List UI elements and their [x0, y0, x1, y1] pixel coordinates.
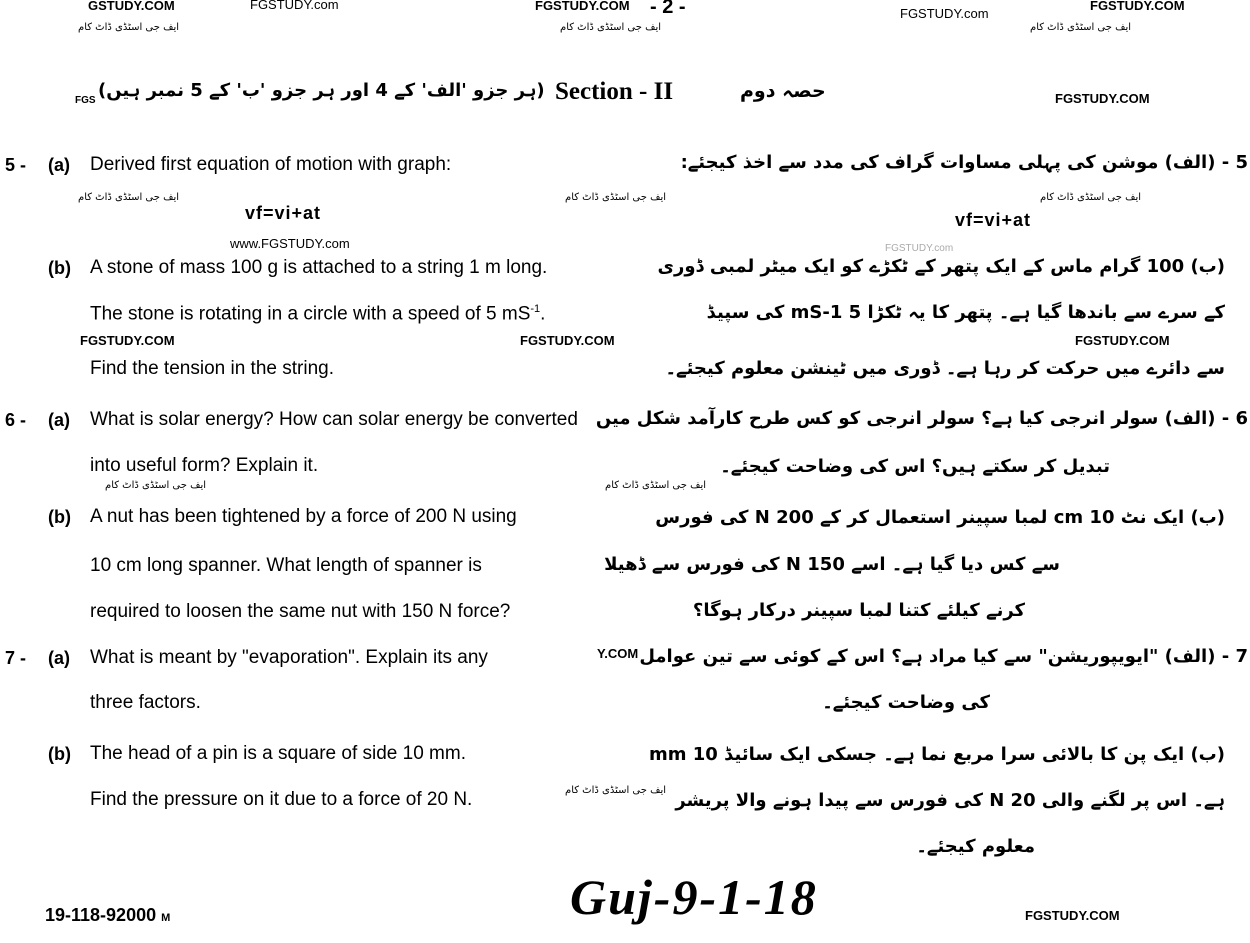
watermark: FGSTUDY.COM — [1090, 0, 1185, 13]
question-text-urdu: معلوم کیجئے۔ — [916, 836, 1035, 857]
watermark: FGSTUDY.COM — [535, 0, 630, 13]
equation: vf=vi+at — [245, 203, 322, 223]
question-text-urdu: سے کس دیا گیا ہے۔ اسے 150 N کی فورس سے ڈھیلا — [604, 554, 1060, 575]
question-text-urdu: (ب) ایک نٹ 10 cm لمبا سپینر استعمال کر کے 200 N کی فورس — [655, 507, 1225, 528]
urdu-watermark: ایف جی اسٹڈی ڈاٹ کام — [565, 785, 667, 796]
part-label: (b) — [48, 744, 71, 764]
question-text: Derived first equation of motion with graph: — [90, 154, 452, 175]
urdu-watermark: ایف جی اسٹڈی ڈاٹ کام — [560, 22, 662, 33]
question-text-urdu: (ب) 100 گرام ماس کے ایک پتھر کے ٹکڑے کو ایک میٹر لمبی ڈوری — [657, 256, 1225, 277]
question-text-urdu: کے سرے سے باندھا گیا ہے۔ پتھر کا یہ ٹکڑا 5 mS-1 کی سپیڈ — [706, 302, 1225, 323]
question-text: A nut has been tightened by a force of 200 N using — [90, 506, 517, 527]
watermark: FGSTUDY.com — [900, 6, 989, 21]
question-text-line: The stone is rotating in a circle with a speed of 5 mS — [90, 303, 531, 325]
question-text: A stone of mass 100 g is attached to a string 1 m long. — [90, 257, 548, 278]
urdu-watermark: ایف جی اسٹڈی ڈاٹ کام — [78, 22, 180, 33]
urdu-watermark: ایف جی اسٹڈی ڈاٹ کام — [1030, 22, 1132, 33]
paper-code-number: 19-118-92000 — [45, 905, 157, 925]
question-text: What is solar energy? How can solar energy be converted — [90, 409, 578, 430]
question-text: required to loosen the same nut with 150 N force? — [90, 601, 511, 622]
watermark: FGSTUDY.COM — [1075, 333, 1170, 348]
question-number: 5 - — [5, 155, 27, 175]
part-label: (b) — [48, 507, 71, 527]
part-label: (a) — [48, 410, 70, 430]
watermark-fragment: FGS — [75, 95, 96, 106]
question-text: What is meant by "evaporation". Explain its any — [90, 647, 488, 668]
watermark: FGSTUDY.COM — [1055, 91, 1150, 106]
superscript: -1 — [530, 303, 541, 315]
watermark: FGSTUDY.COM — [520, 333, 615, 348]
question-text-urdu: (ب) ایک پن کا بالائی سرا مربع نما ہے۔ جسکی ایک سائیڈ 10 mm — [648, 744, 1225, 765]
watermark: FGSTUDY.COM — [1025, 908, 1120, 923]
page-number: - 2 - — [650, 0, 686, 18]
question-number: 6 - — [5, 410, 27, 430]
section-title: Section - II — [555, 78, 674, 105]
question-text: The head of a pin is a square of side 10 mm. — [90, 743, 466, 764]
question-text-urdu: سے دائرے میں حرکت کر رہا ہے۔ ڈوری میں ٹینشن معلوم کیجئے۔ — [665, 358, 1225, 379]
urdu-watermark: ایف جی اسٹڈی ڈاٹ کام — [78, 192, 180, 203]
question-text: into useful form? Explain it. — [90, 455, 319, 476]
part-label: (a) — [48, 155, 70, 175]
question-text: three factors. — [90, 692, 201, 713]
question-text: 10 cm long spanner. What length of spanner is — [90, 555, 482, 576]
part-label: (b) — [48, 258, 71, 278]
question-text: The stone is rotating in a circle with a speed of 5 $mS^{-1}$. — [90, 303, 546, 325]
equation: vf=vi+at — [955, 210, 1032, 230]
question-text-urdu: 7 - (الف) "ایویپوریشن" سے کیا مراد ہے؟ اس کے کوئی سے تین عوامل — [639, 646, 1248, 667]
part-label: (a) — [48, 648, 70, 668]
paper-code — [45, 905, 170, 926]
question-text-urdu: ہے۔ اس پر لگنے والی 20 N کی فورس سے پیدا ہونے والا پریشر — [675, 790, 1225, 811]
question-text-urdu: کرنے کیلئے کتنا لمبا سپینر درکار ہوگا؟ — [692, 600, 1025, 621]
watermark: GSTUDY.COM — [88, 0, 175, 13]
urdu-watermark: ایف جی اسٹڈی ڈاٹ کام — [1040, 192, 1142, 203]
watermark: FGSTUDY.COM — [80, 333, 175, 348]
question-text: Find the tension in the string. — [90, 358, 334, 379]
question-text-urdu: 5 - (الف) موشن کی پہلی مساوات گراف کی مدد سے اخذ کیجئے: — [680, 152, 1248, 173]
question-text-urdu: کی وضاحت کیجئے۔ — [822, 692, 990, 713]
section-title-urdu: حصہ دوم — [740, 80, 826, 102]
question-text-urdu: 6 - (الف) سولر انرجی کیا ہے؟ سولر انرجی کو کس طرح کارآمد شکل میں — [595, 408, 1248, 429]
urdu-watermark: ایف جی اسٹڈی ڈاٹ کام — [565, 192, 667, 203]
handwritten-note: Guj-9-1-18 — [570, 869, 818, 925]
question-number: 7 - — [5, 648, 27, 668]
urdu-watermark: ایف جی اسٹڈی ڈاٹ کام — [605, 480, 707, 491]
urdu-watermark: ایف جی اسٹڈی ڈاٹ کام — [105, 480, 207, 491]
watermark: www.FGSTUDY.com — [230, 236, 350, 251]
question-text: Find the pressure on it due to a force of 20 N. — [90, 789, 473, 810]
marks-note: (ہر جزو 'الف' کے 4 اور ہر جزو 'ب' کے 5 نمبر ہیں) — [98, 80, 545, 101]
watermark-fragment: Y.COM — [597, 646, 639, 661]
question-text-urdu: تبدیل کر سکتے ہیں؟ اس کی وضاحت کیجئے۔ — [720, 456, 1110, 477]
paper-code-suffix: M — [161, 912, 171, 924]
watermark: FGSTUDY.com — [250, 0, 339, 12]
watermark: FGSTUDY.com — [885, 243, 954, 254]
